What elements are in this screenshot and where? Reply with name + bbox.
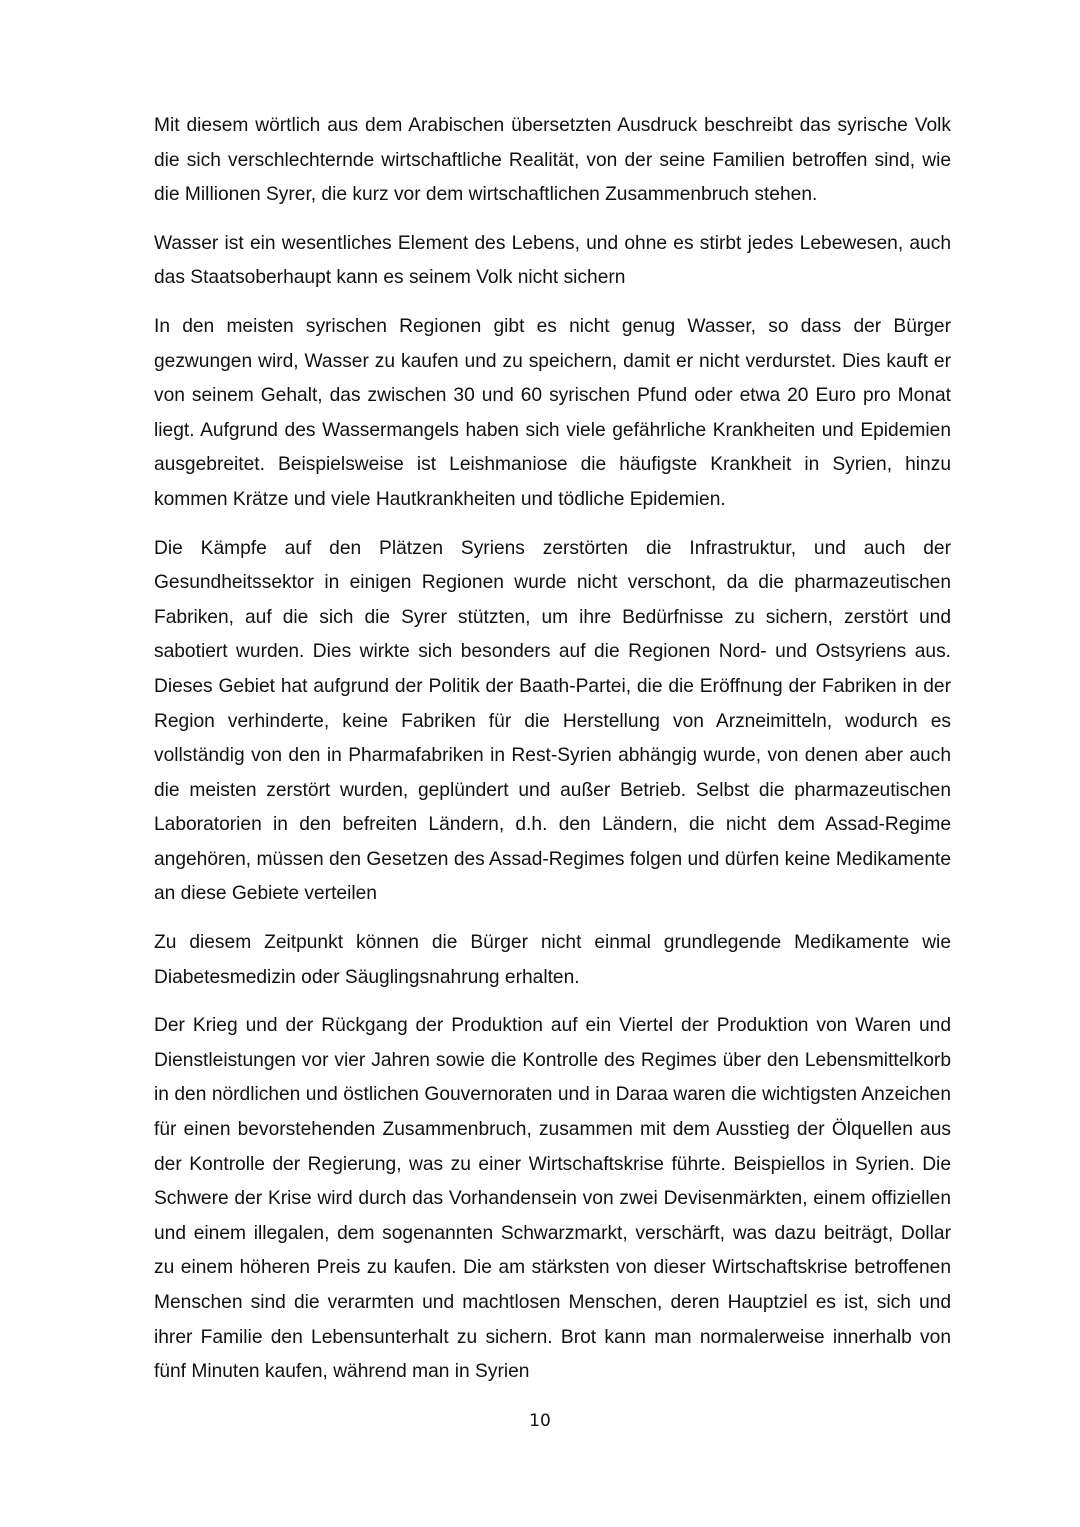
document-body [154, 109, 951, 1404]
paragraph-6: Der Krieg und der Rückgang der Produktion auf ein Viertel der Produktion von Waren und Dienstleistungen vor vier Jahren sowie die Kontrolle des Regimes über den Lebensmittelkorb in den nördlichen und östlichen Gouvernoraten und in Daraa waren die wichtigsten Anzeichen für einen bevorstehenden Zusammenbruch, zusammen mit dem Ausstieg der Ölquellen aus der Kontrolle der Regierung, was zu einer Wirtschaftskrise führte. Beispiellos in Syrien. Die Schwere der Krise wird durch das Vorhandensein von zwei Devisenmärkten, einem offiziellen und einem illegalen, dem sogenannten Schwarzmarkt, verschärft, was dazu beiträgt, Dollar zu einem höheren Preis zu kaufen. Die am stärksten von dieser Wirtschaftskrise betroffenen Menschen sind die verarmten und machtlosen Menschen, deren Hauptziel es ist, sich und ihrer Familie den Lebensunterhalt zu sichern. Brot kann man normalerweise innerhalb von fünf Minuten kaufen, während man in Syrien [154, 1015, 951, 1383]
paragraph-4: Die Kämpfe auf den Plätzen Syriens zerstörten die Infrastruktur, und auch der Gesundheitssektor in einigen Regionen wurde nicht verschont, da die pharmazeutischen Fabriken, auf die sich die Syrer stützten, um ihre Bedürfnisse zu sichern, zerstört und sabotiert wurden. Dies wirkte sich besonders auf die Regionen Nord- und Ostsyriens aus. Dieses Gebiet hat aufgrund der Politik der Baath-Partei, die die Eröffnung der Fabriken in der Region verhinderte, keine Fabriken für die Herstellung von Arzneimitteln, wodurch es vollständig von den in Pharmafabriken in Rest-Syrien abhängig wurde, von denen aber auch die meisten zerstört wurden, geplündert und außer Betrieb. Selbst die pharmazeutischen Laboratorien in den befreiten Ländern, d.h. den Ländern, die nicht dem Assad-Regime angehören, müssen den Gesetzen des Assad-Regimes folgen und dürfen keine Medikamente an diese Gebiete verteilen [154, 537, 951, 905]
paragraph-5: Zu diesem Zeitpunkt können die Bürger nicht einmal grundlegende Medikamente wie Diabetesmedizin oder Säuglingsnahrung erhalten. [154, 932, 951, 988]
page-number: 10 [529, 1411, 551, 1431]
paragraph-3: In den meisten syrischen Regionen gibt es nicht genug Wasser, so dass der Bürger gezwungen wird, Wasser zu kaufen und zu speichern, damit er nicht verdurstet. Dies kauft er von seinem Gehalt, das zwischen 30 und 60 syrischen Pfund oder etwa 20 Euro pro Monat liegt. Aufgrund des Wassermangels haben sich viele gefährliche Krankheiten und Epidemien ausgebreitet. Beispielsweise ist Leishmaniose die häufigste Krankheit in Syrien, hinzu kommen Krätze und viele Hautkrankheiten und tödliche Epidemien. [154, 315, 951, 510]
paragraph-1: Mit diesem wörtlich aus dem Arabischen übersetzten Ausdruck beschreibt das syrische Volk die sich verschlechternde wirtschaftliche Realität, von der seine Familien betroffen sind, wie die Millionen Syrer, die kurz vor dem wirtschaftlichen Zusammenbruch stehen. [154, 115, 951, 206]
paragraph-2: Wasser ist ein wesentliches Element des Lebens, und ohne es stirbt jedes Lebewesen, auch das Staatsoberhaupt kann es seinem Volk nicht sichern [154, 232, 951, 289]
